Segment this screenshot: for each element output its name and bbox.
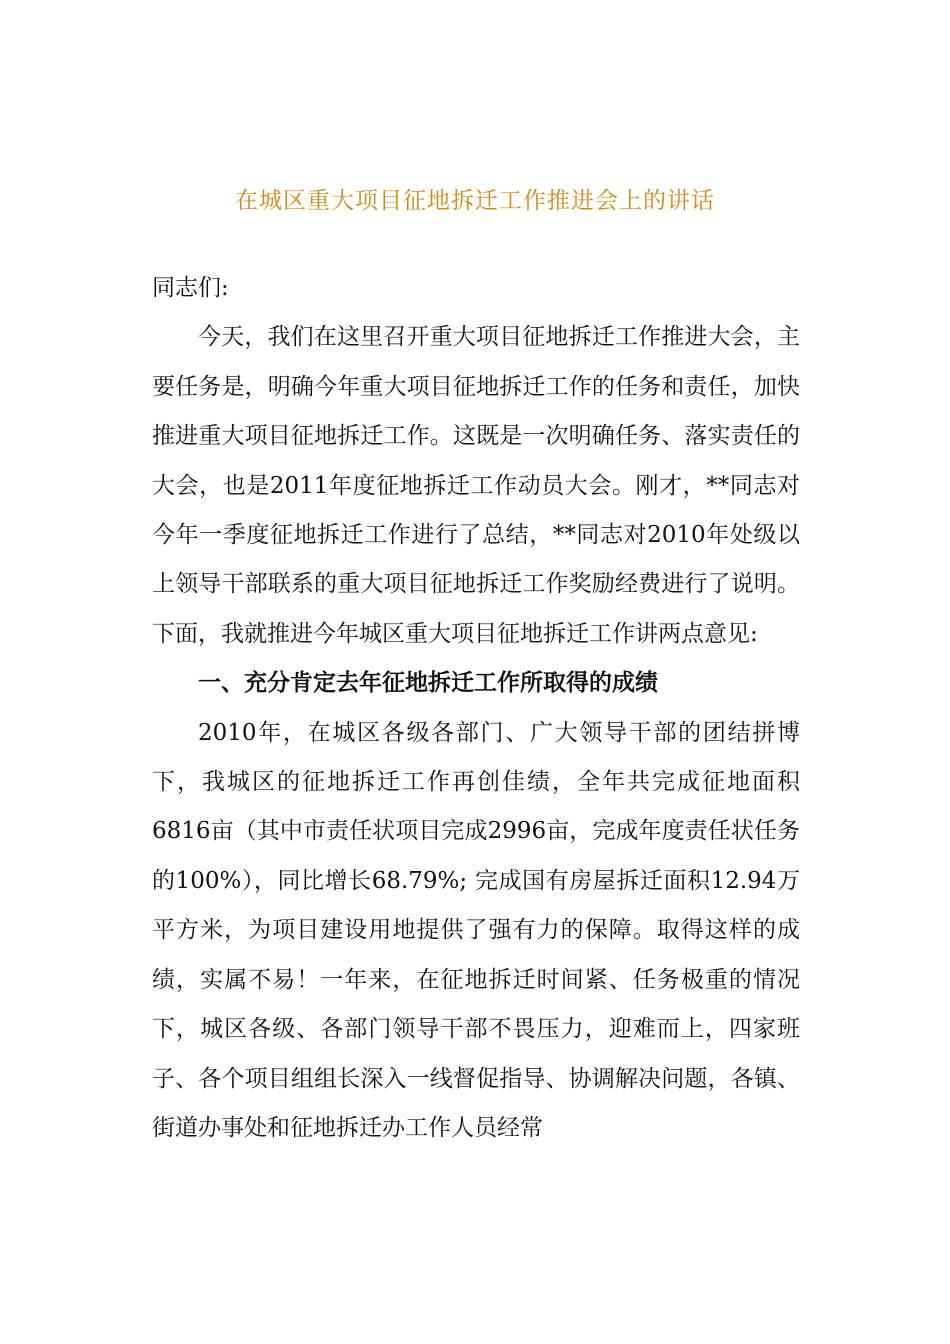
document-body (152, 264, 800, 1153)
section-heading: 一、充分肯定去年征地拆迁工作所取得的成绩 (198, 670, 658, 697)
salutation: 同志们: (152, 275, 229, 301)
section-paragraph: 2010年，在城区各级各部门、广大领导干部的团结拼博下，我城区的征地拆迁工作再创佳绩，全年共完成征地面积6816亩（其中市责任状项目完成2996亩，完成年度责任状任务的100%），同比增长68.79%; 完成国有房屋拆迁面积12.94万平方米，为项目建设用地提供了强有力的保障。取得这样的成绩，实属不易！一年来，在征地拆迁时间紧、任务极重的情况下，城区各级、各部门领导干部不畏压力，迎难而上，四家班子、各个项目组组长深入一线督促指导、协调解决问题，各镇、街道办事处和征地拆迁办工作人员经常 (152, 719, 800, 1141)
document-title: 在城区重大项目征地拆迁工作推进会上的讲话 (235, 188, 715, 214)
intro-paragraph: 今天，我们在这里召开重大项目征地拆迁工作推进大会，主要任务是，明确今年重大项目征地拆迁工作的任务和责任，加快推进重大项目征地拆迁工作。这既是一次明确任务、落实责任的大会，也是2011年度征地拆迁工作动员大会。刚才，**同志对今年一季度征地拆迁工作进行了总结，**同志对2010年处级以上领导干部联系的重大项目征地拆迁工作奖励经费进行了说明。下面，我就推进今年城区重大项目征地拆迁工作讲两点意见: (152, 324, 800, 647)
